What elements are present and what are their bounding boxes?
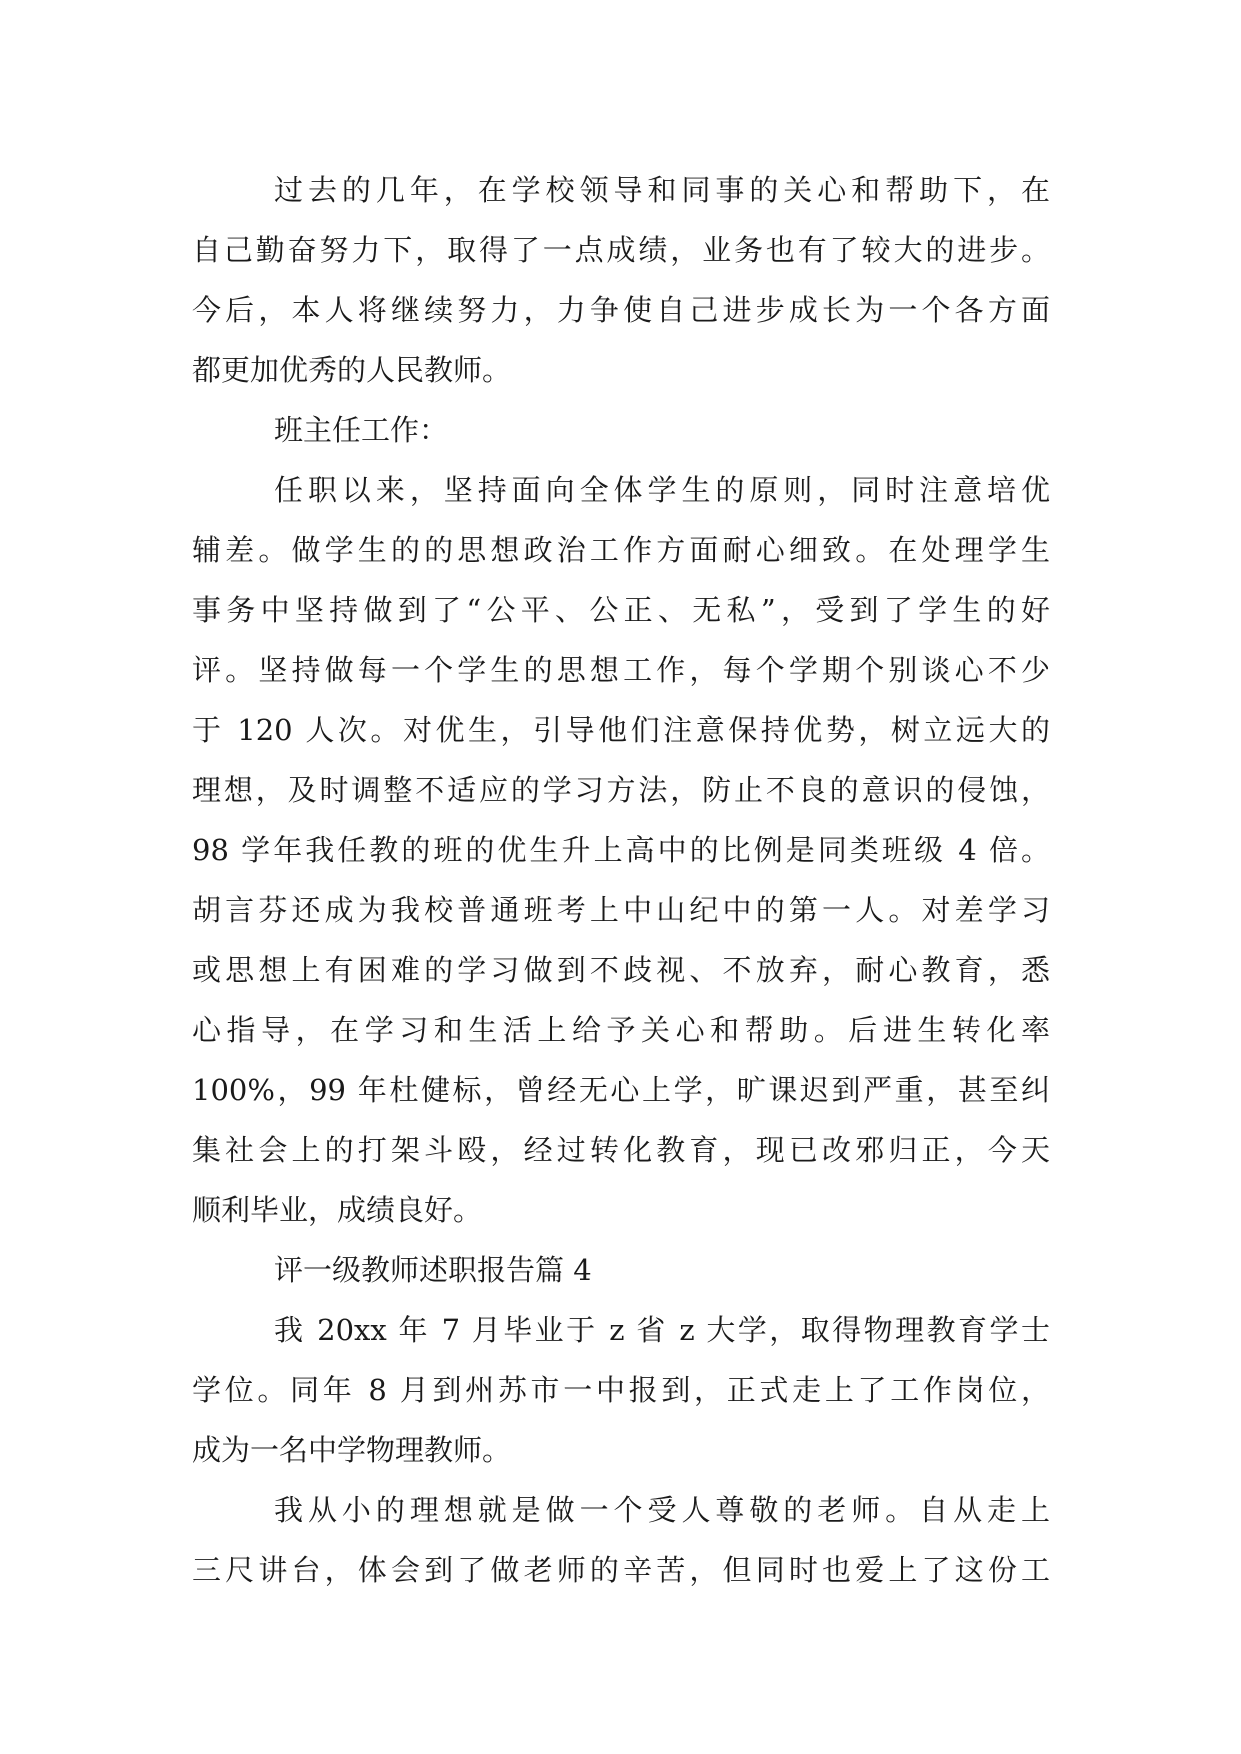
report-title: 评一级教师述职报告篇 4 bbox=[274, 1253, 592, 1287]
text-line: 成为一名中学物理教师。 bbox=[192, 1433, 512, 1467]
report-title-part-4 bbox=[192, 1240, 1050, 1300]
section-heading-head-teacher bbox=[192, 400, 1050, 460]
text-line: 或思想上有困难的学习做到不歧视、不放弃，耐心教育，悉 bbox=[192, 953, 1050, 987]
text-line: 任职以来，坚持面向全体学生的原则，同时注意培优 bbox=[274, 473, 1050, 507]
section-heading: 班主任工作： bbox=[274, 413, 449, 447]
text-line: 过去的几年，在学校领导和同事的关心和帮助下，在 bbox=[274, 173, 1050, 207]
text-line: 今后，本人将继续努力，力争使自己进步成长为一个各方面 bbox=[192, 293, 1050, 327]
text-line: 评。坚持做每一个学生的思想工作，每个学期个别谈心不少 bbox=[192, 653, 1050, 687]
document-body bbox=[192, 160, 1050, 1600]
paragraph-education bbox=[192, 1300, 1050, 1480]
text-line: 心指导，在学习和生活上给予关心和帮助。后进生转化率 bbox=[192, 1013, 1050, 1047]
text-line: 事务中坚持做到了“公平、公正、无私”，受到了学生的好 bbox=[192, 593, 1050, 627]
text-line: 我 20xx 年 7 月毕业于 z 省 z 大学，取得物理教育学士 bbox=[274, 1313, 1050, 1347]
paragraph-ideal bbox=[192, 1480, 1050, 1600]
text-line: 三尺讲台，体会到了做老师的辛苦，但同时也爱上了这份工 bbox=[192, 1553, 1050, 1587]
text-line: 集社会上的打架斗殴，经过转化教育，现已改邪归正，今天 bbox=[192, 1133, 1050, 1167]
text-line: 学位。同年 8 月到州苏市一中报到，正式走上了工作岗位， bbox=[192, 1373, 1050, 1407]
text-line: 100%，99 年杜健标，曾经无心上学，旷课迟到严重，甚至纠 bbox=[192, 1073, 1050, 1107]
text-line: 于 120 人次。对优生，引导他们注意保持优势，树立远大的 bbox=[192, 713, 1050, 747]
text-line: 顺利毕业，成绩良好。 bbox=[192, 1193, 483, 1227]
text-line: 我从小的理想就是做一个受人尊敬的老师。自从走上 bbox=[274, 1493, 1050, 1527]
text-line: 理想，及时调整不适应的学习方法，防止不良的意识的侵蚀， bbox=[192, 773, 1050, 807]
text-line: 自己勤奋努力下，取得了一点成绩，业务也有了较大的进步。 bbox=[192, 233, 1050, 267]
paragraph-head-teacher-work bbox=[192, 460, 1050, 1240]
text-line: 都更加优秀的人民教师。 bbox=[192, 353, 512, 387]
paragraph-summary bbox=[192, 160, 1050, 400]
text-line: 98 学年我任教的班的优生升上高中的比例是同类班级 4 倍。 bbox=[192, 833, 1050, 867]
text-line: 胡言芬还成为我校普通班考上中山纪中的第一人。对差学习 bbox=[192, 893, 1050, 927]
text-line: 辅差。做学生的的思想政治工作方面耐心细致。在处理学生 bbox=[192, 533, 1050, 567]
